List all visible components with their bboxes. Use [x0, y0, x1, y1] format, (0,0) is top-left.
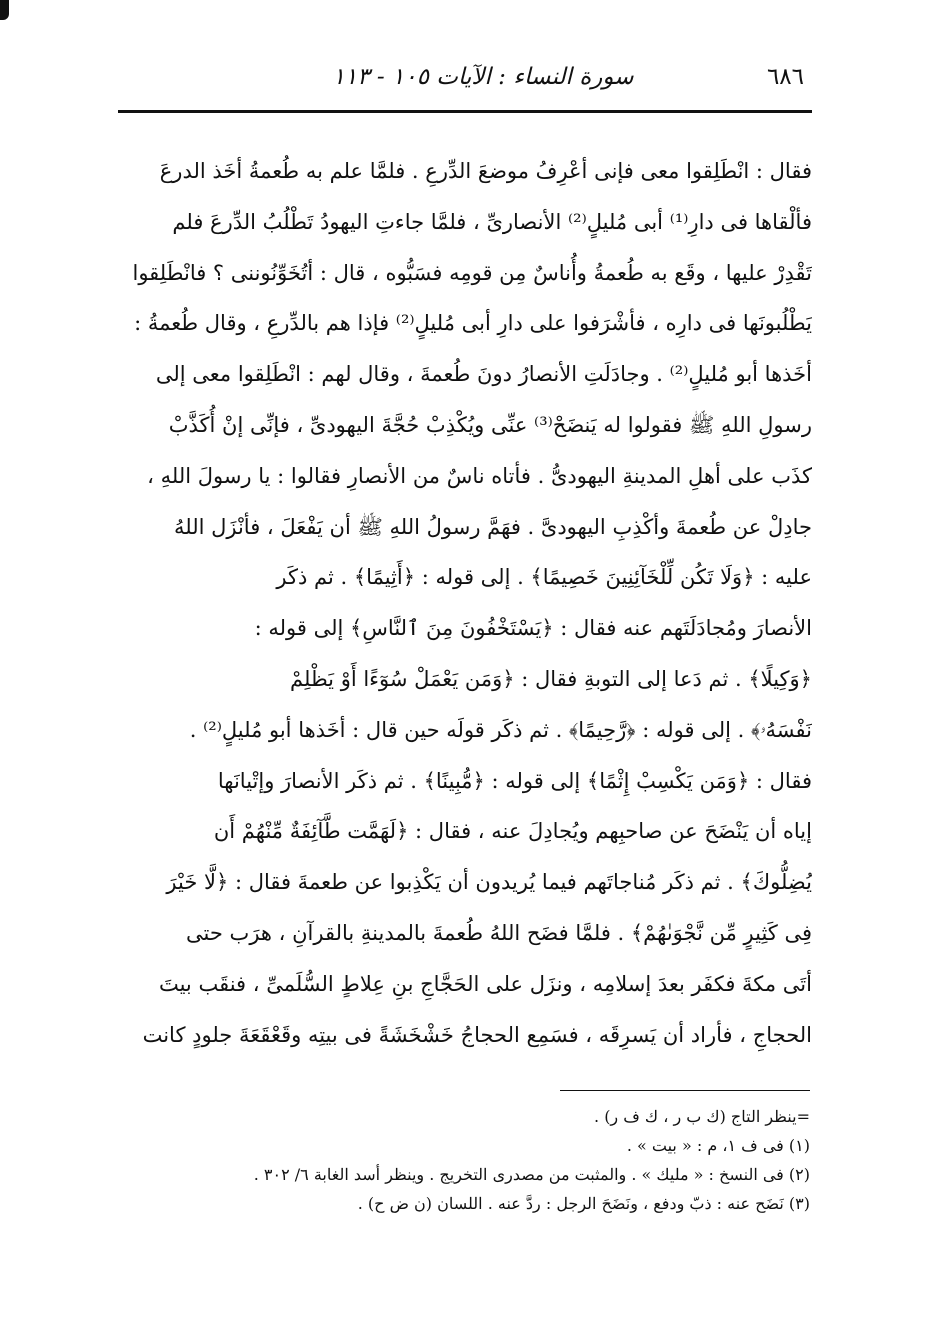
- running-header: [118, 62, 810, 102]
- text-line: فألْقاها فى دارِ⁽¹⁾ أبى مُليلٍ⁽²⁾ الأنصارىِّ ، فلمَّا جاءتِ اليهودُ تَطْلُبُ الدِّرعَ فلم: [172, 209, 812, 234]
- footnote-rule: [560, 1090, 810, 1091]
- text-line: يُضِلُّوكَ﴾ . ثم ذكَر مُناجاتَهم فيما يُريدون أن يَكْذِبوا عن طعمةَ فقال : ﴿لَّا خَيْرَ: [166, 870, 812, 895]
- text-line: رسولِ اللهِ ﷺ فقولوا له يَنضَحْ⁽³⁾ عنِّى ويُكْذِبْ حُجَّةَ اليهودىِّ ، فإنِّى إنْ أُكَذَّبْ: [168, 412, 812, 437]
- scan-corner-mark: [0, 0, 9, 20]
- text-line: الأنصارَ ومُجادَلَتَهم عنه فقال : ﴿يَسْتَخْفُونَ مِنَ ٱلنَّاسِ﴾ إلى قوله :: [254, 616, 812, 641]
- text-line: الحجاجِ ، فأراد أن يَسرِقَه ، فسَمِع الحجاجُ خَشْخَشَةً فى بيتِه وقَعْقَعَةَ جلودٍ كانت: [142, 1022, 812, 1047]
- text-line: يَطْلُبونَها فى دارِه ، فأشْرَفوا على دارِ أبى مُليلٍ⁽²⁾ فإذا هم بالدِّرعِ ، وقال طُعمةُ :: [134, 311, 812, 336]
- text-line: فِى كَثِيرٍ مِّن نَّجْوَىٰهُمْ﴾ . فلمَّا فضَح اللهُ طُعمةَ بالمدينةِ بالقرآنِ ، هرَب حتى: [186, 920, 812, 945]
- text-line: فقال : ﴿وَمَن يَكْسِبْ إِثْمًا﴾ إلى قوله : ﴿مُّبِينًا﴾ . ثم ذكَر الأنصارَ وإتْيانَها: [217, 768, 812, 793]
- surah-title: سورة النساء : الآيات ١٠٥ - ١١٣: [332, 64, 634, 90]
- text-line: كذَب على أهلِ المدينةِ اليهودىُّ . فأتاه ناسٌ من الأنصارِ فقالوا : يا رسولَ اللهِ ،: [147, 463, 812, 488]
- text-line: تَقْدِرْ عليها ، وقَع به طُعمةُ وأُناسٌ مِن قومِه فسَبُّوه ، قال : أتُخَوِّنُوننى ؟ فانْطَلِقوا: [132, 260, 812, 285]
- header-rule: [118, 110, 812, 113]
- main-text: [118, 146, 812, 1060]
- footnotes: [130, 1102, 810, 1218]
- footnote: (٣) نَضَح عنه : ذبّ ودفع ، ونَضَحَ الرجل : ردَّ عنه . اللسان (ن ض ح) .: [357, 1194, 810, 1213]
- footnote: =ينظر التاج (ك ب ر ، ك ف ر) .: [594, 1107, 810, 1126]
- text-line: ﴿وَكِيلًا﴾ . ثم دَعا إلى التوبةِ فقال : ﴿وَمَن يَعْمَلْ سُوٓءًا أَوْ يَظْلِمْ: [290, 666, 812, 691]
- footnote: (٢) فى النسخ : « مليك » . والمثبت من مصدرى التخريج . وينظر أسد الغابة ٦/ ٣٠٢ .: [253, 1165, 810, 1184]
- text-line: إياه أن يَنْضَحَ عن صاحبِهم ويُجادِلَ عنه ، فقال : ﴿لَهَمَّت طَّآئِفَةٌ مِّنْهُمْ أَن: [213, 819, 812, 844]
- text-line: نَفْسَهُۥ﴾ . إلى قوله : ﴿رَّحِيمًا﴾ . ثم ذكَر قولَه حين قال : أخَذها أبو مُليلٍ⁽²⁾ .: [189, 717, 812, 742]
- text-line: جادِلْ عن طُعمةَ وأكْذِبِ اليهودىَّ . فهَمَّ رسولُ اللهِ ﷺ أن يَفْعَلَ ، فأنْزَل اللهُ: [174, 514, 812, 539]
- footnote: (١) فى ف ١، م : « بيت » .: [626, 1136, 810, 1155]
- text-line: عليه : ﴿وَلَا تَكُن لِّلْخَآئِنِينَ خَصِيمًا﴾ . إلى قوله : ﴿أَثِيمًا﴾ . ثم ذكَر: [276, 565, 812, 590]
- text-line: أتَى مكةَ فكفَر بعدَ إسلامِه ، ونزَل على الحَجَّاجِ بنِ عِلاطٍ السُّلَمىِّ ، فنقَب بيتَ: [158, 971, 812, 996]
- text-line: أخَذها أبو مُليلٍ⁽²⁾ . وجادَلَتِ الأنصارُ دونَ طُعمةَ ، وقال لهم : انْطَلِقوا معى إلى: [155, 362, 812, 387]
- text-line: فقال : انْطَلِقوا معى فإنى أعْرِفُ موضعَ الدِّرعِ . فلمَّا علم به طُعمةُ أخَذ الدرعَ: [159, 159, 812, 183]
- page-number: ٦٨٦: [766, 64, 804, 90]
